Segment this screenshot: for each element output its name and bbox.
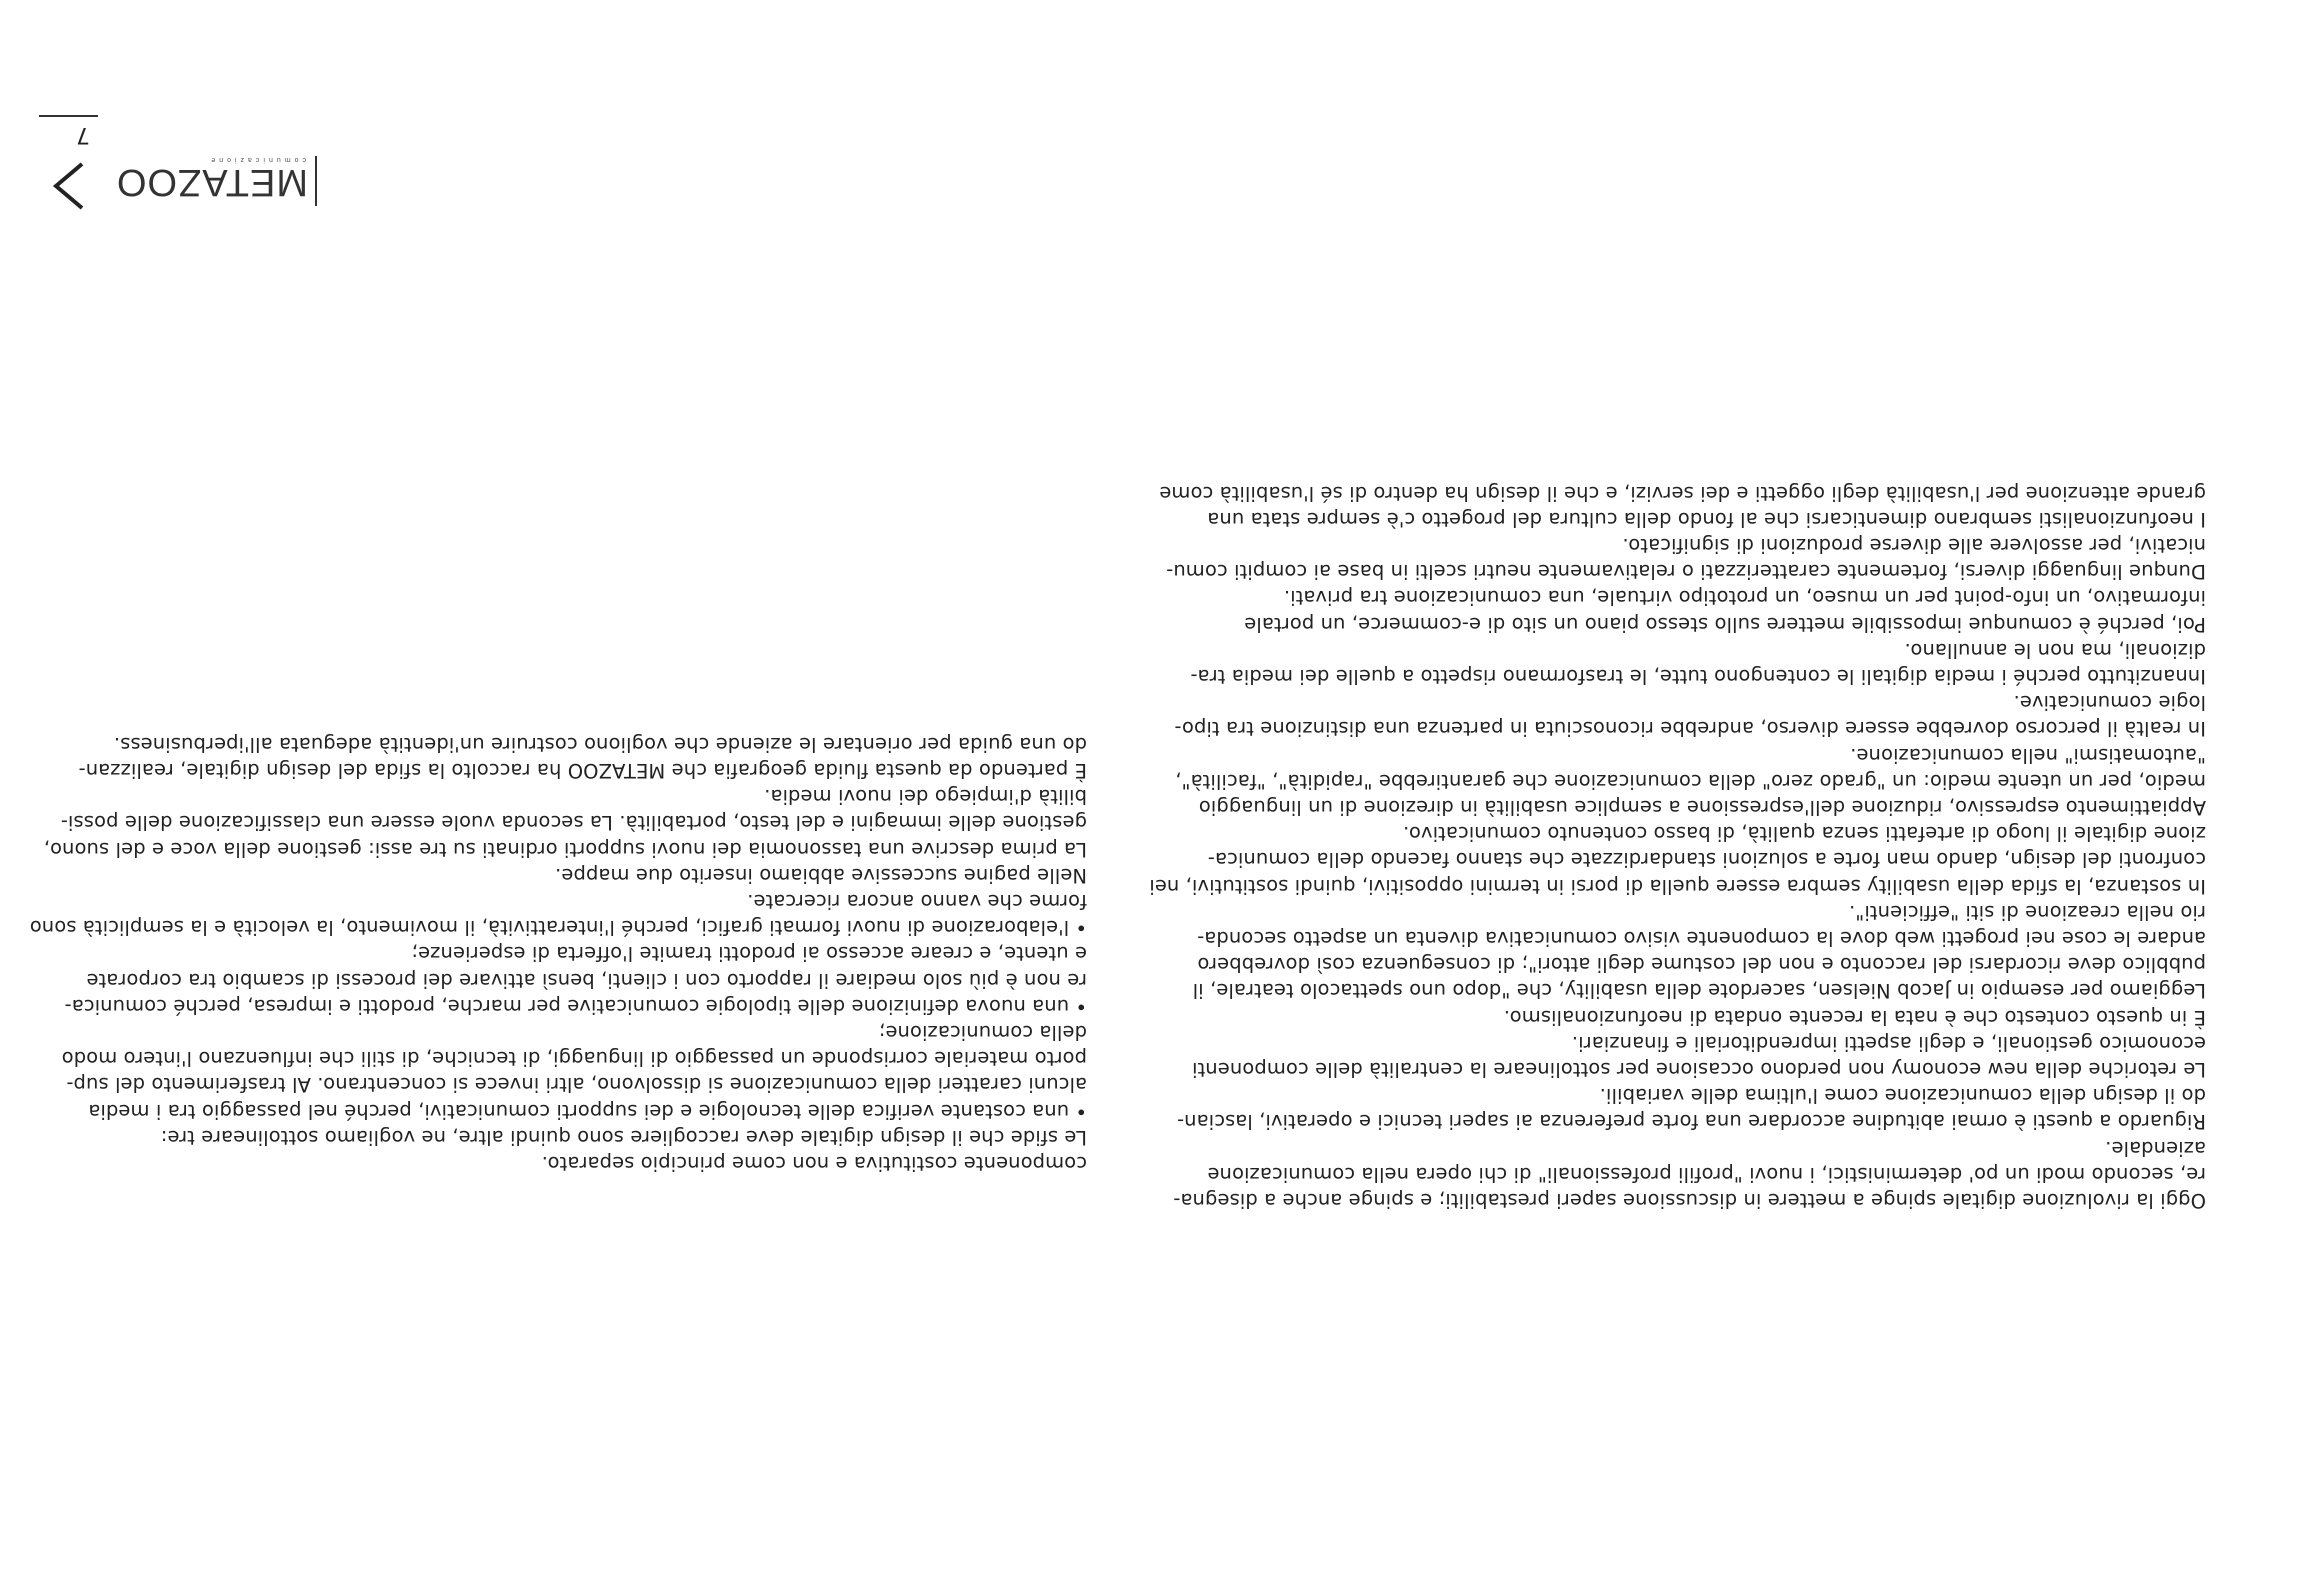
text-line: confronti del design, dando man forte a soluzioni standardizzate che stanno facendo della comunica- bbox=[1207, 848, 2206, 872]
page-number: 7 bbox=[76, 122, 90, 147]
paragraph bbox=[0, 1124, 1087, 1150]
text-line: economico gestionali, e degli aspetti imprenditoriali e finanziari. bbox=[1571, 1031, 2206, 1055]
text-line: gestione delle immagini e del testo, portabilità. La seconda vuole essere una classificazione delle possi- bbox=[60, 811, 1087, 835]
text-line: Oggi la rivoluzione digitale spinge a mettere in discussione saperi prestabiliti; e spinge anche a disegna- bbox=[1173, 1189, 2206, 1212]
text-line: • una nuova definizione delle tipologie comunicative per marche, prodotti e impresa, perché comunica- bbox=[64, 994, 1087, 1018]
text-line: Leggiamo per esempio in Jacob Nielsen, sacerdote della usability, che "dopo uno spettacolo teatrale, il bbox=[1192, 979, 2206, 1003]
text-line: Le sfide che il design digitale deve raccogliere sono quindi altre, ne vogliamo sottolineare tre: bbox=[160, 1125, 1087, 1149]
text-line: Innanzitutto perché i media digitali le contengono tutte, le trasformano rispetto a quelle dei media tra- bbox=[1190, 664, 2206, 688]
paragraph bbox=[1114, 532, 2206, 584]
text-line: rio nella creazione di siti "efficienti". bbox=[1848, 900, 2206, 924]
text-line: bilità d'impiego dei nuovi media. bbox=[764, 785, 1087, 809]
text-line: della comunicazione; bbox=[878, 1020, 1087, 1044]
paragraph bbox=[1114, 1134, 2206, 1213]
paragraph bbox=[1114, 820, 2206, 899]
paragraph bbox=[1114, 1082, 2206, 1134]
text-line: porto materiale corrisponde un passaggio di linguaggi, di tecniche, di stili che influenzano l'intero modo bbox=[61, 1047, 1087, 1071]
text-line: "automatismi" nella comunicazione. bbox=[1850, 743, 2206, 767]
paragraph bbox=[1114, 899, 2206, 1004]
text-line: dizionali, ma non le annullano. bbox=[1904, 638, 2206, 662]
paragraph bbox=[1114, 584, 2206, 636]
text-line: andare le cose nei progetti web dove la componente visivo comunicativa diventa un aspetto seconda- bbox=[1197, 926, 2206, 950]
right-text-column bbox=[0, 731, 1087, 1176]
paragraph bbox=[1114, 637, 2206, 689]
paragraph bbox=[0, 731, 1087, 783]
paragraph bbox=[0, 862, 1087, 888]
text-line: nicativi, per assolvere alle diverse produzioni di significato. bbox=[1622, 533, 2206, 557]
text-line: Appiattimento espressivo, riduzione dell'espressione a semplice usabilità in direzione di un linguaggio bbox=[1198, 795, 2206, 819]
paragraph bbox=[0, 1019, 1087, 1124]
text-line: alcuni caratteri della comunicazione si dissolvono, altri invece si concentrano. Al trasferimento del sup- bbox=[66, 1073, 1087, 1097]
text-line: informativo, un info-point per un museo, un prototipo virtuale, una comunicazione tra privati. bbox=[1283, 586, 2206, 610]
text-line: La prima descrive una tassonomia dei nuovi supporti ordinati su tre assi: gestione della voce e del suono, bbox=[43, 837, 1087, 861]
text-line: re non è più solo mediare il rapporto con i clienti, bensì attivare dei processi di scambio tra corporate bbox=[86, 968, 1087, 992]
text-line: Dunque linguaggi diversi, fortemente caratterizzati o relativamente neutri scelti in base ai compiti comu- bbox=[1166, 560, 2206, 584]
footer-rule bbox=[39, 115, 98, 117]
chevron-right-icon[interactable] bbox=[46, 158, 92, 214]
text-line: componente costitutiva e non come principio separato. bbox=[541, 1152, 1087, 1175]
text-line: e utente, e creare accesso ai prodotti tramite l'offerta di esperienze; bbox=[411, 942, 1087, 966]
text-line: È partendo da questa fluida geografia che METAZOO ha raccolto la sfida del design digitale, realizzan- bbox=[78, 758, 1087, 782]
text-line: I neofunzionalisti sembrano dimenticarsi che al fondo della cultura del progetto c'è sempre stata una bbox=[1207, 507, 2206, 531]
paragraph bbox=[1114, 741, 2206, 820]
text-line: grande attenzione per l'usabilità degli oggetti e dei servizi, e che il design ha dentro di sé l'usabilità come bbox=[1159, 481, 2206, 505]
paragraph bbox=[1114, 1003, 2206, 1029]
left-text-column bbox=[1114, 479, 2206, 1213]
text-line: Le retoriche della new economy non perdono occasione per sottolineare la centralità delle componenti bbox=[1191, 1057, 2206, 1081]
text-line: medio, per un utente medio: un "grado zero" della comunicazione che garantirebbe "rapidità", "facilità", bbox=[1175, 769, 2206, 793]
text-line: • una costante verifica delle tecnologie e dei supporti comunicativi, perché nel passaggio tra i media bbox=[88, 1099, 1087, 1123]
paragraph bbox=[1114, 689, 2206, 741]
paragraph bbox=[0, 783, 1087, 862]
text-line: Poi, perché è comunque impossibile mettere sullo stesso piano un sito di e-commerce, un portale bbox=[1244, 612, 2206, 636]
text-line: forme che vanno ancora ricercate. bbox=[747, 889, 1087, 913]
text-line: • l'elaborazione di nuovi formati grafici, perché l'interattività, il movimento, la velocità e la semplicità sono bbox=[29, 916, 1087, 940]
text-line: Riguardo a questi è ormai abitudine accordare una forte preferenza ai saperi tecnici e operativi, lascian- bbox=[1176, 1110, 2206, 1134]
text-line: do una guida per orientare le aziende che vogliono costruire un'identità adeguata all'iperbusiness. bbox=[113, 732, 1087, 756]
paragraph bbox=[1114, 479, 2206, 531]
logo-tagline: comunicazione bbox=[207, 156, 306, 163]
text-line: zione digitale il luogo di artefatti senza qualità, di basso contenuto comunicativo. bbox=[1402, 822, 2206, 846]
text-line: È in questo contesto che è nata la recente ondata di neofunzionalismo. bbox=[1503, 1005, 2206, 1029]
text-line: In sostanza, la sfida della usability sembra essere quella di porsi in termini oppositivi, quindi sostitutivi, nei bbox=[1149, 874, 2206, 898]
text-line: In realtà il percorso dovrebbe essere diverso, andrebbe riconosciuta in partenza una distinzione tra tipo- bbox=[1174, 717, 2206, 741]
paragraph bbox=[0, 940, 1087, 1019]
logo-text: METAZOO bbox=[115, 161, 308, 203]
paragraph bbox=[0, 1150, 1087, 1176]
text-line: aziendale. bbox=[2105, 1136, 2206, 1160]
text-line: logie comunicative. bbox=[2013, 691, 2206, 715]
paragraph bbox=[0, 888, 1087, 940]
paragraph bbox=[1114, 1030, 2206, 1082]
text-line: re, secondo modi un po' deterministici, i nuovi "profili professionali" di chi opera nella comunicazione bbox=[1207, 1162, 2206, 1186]
metazoo-logo bbox=[115, 152, 322, 210]
text-line: pubblico deve ricordarsi del racconto e non del costume degli attori"; di conseguenza così dovrebbero bbox=[1197, 953, 2206, 977]
text-line: Nelle pagine successive abbiamo inserito due mappe. bbox=[555, 863, 1087, 887]
text-line: do il design della comunicazione come l'ultima delle variabili. bbox=[1599, 1084, 2206, 1108]
